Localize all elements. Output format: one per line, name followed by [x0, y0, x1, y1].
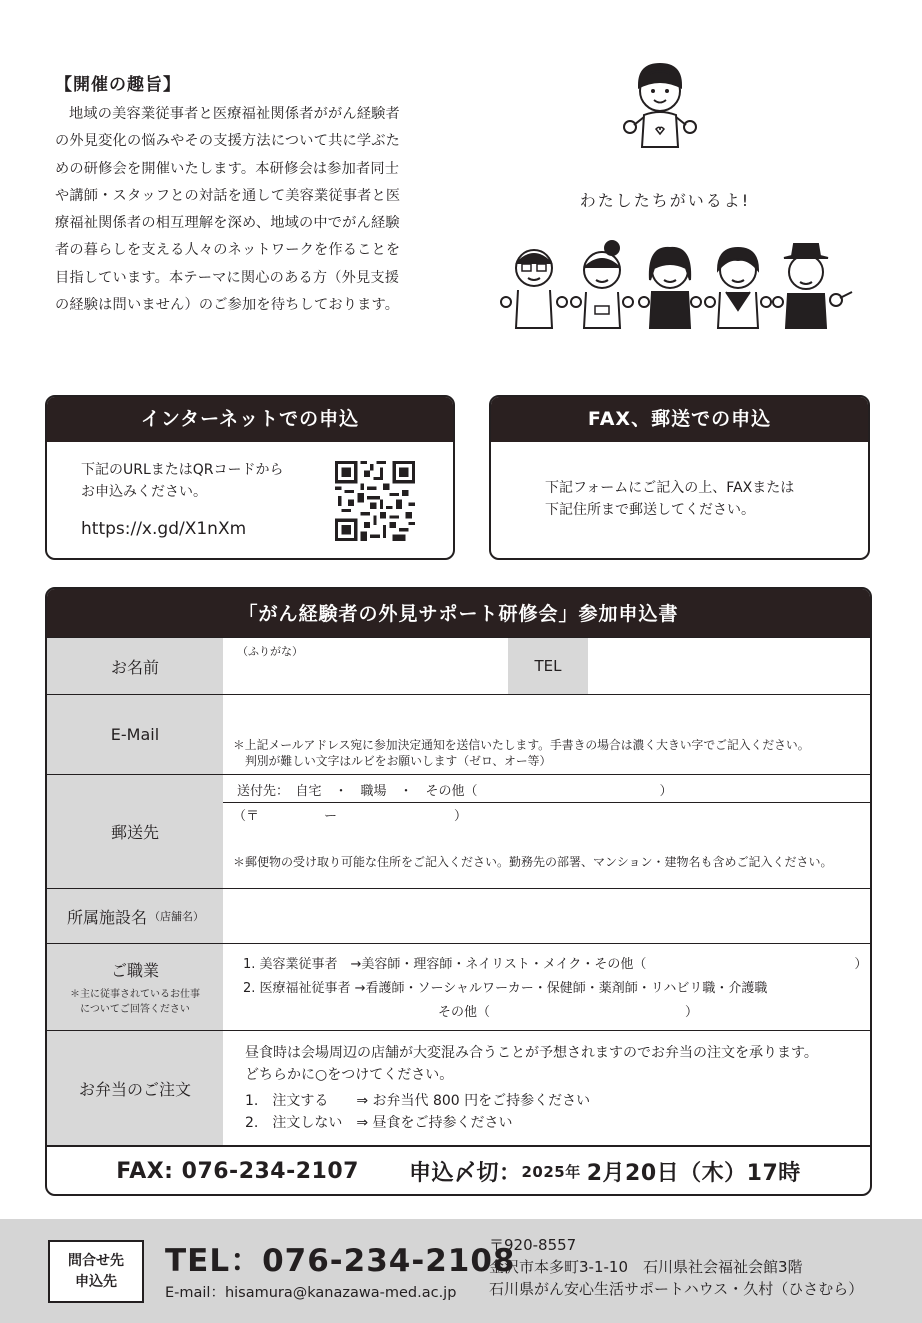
- internet-text-line: お申込みください。: [81, 484, 207, 500]
- bento-instruction: どちらかに○をつけてください。: [245, 1067, 454, 1083]
- internet-apply-title: インターネットでの申込: [47, 397, 453, 442]
- deadline-year: 2025年: [521, 1163, 581, 1181]
- address-line: 〒920-8557: [489, 1236, 577, 1254]
- address-divider: [223, 802, 870, 803]
- tel-label: TEL: [508, 638, 588, 694]
- email-note-line: 判別が難しい文字はルビをお願いします（ゼロ、オー等）: [245, 754, 552, 768]
- bento-options: [245, 1042, 818, 1134]
- qr-code-icon[interactable]: [335, 461, 415, 541]
- facility-label: [47, 889, 223, 943]
- facility-field[interactable]: [223, 889, 870, 943]
- fax-mail-apply-title: FAX、郵送での申込: [491, 397, 868, 442]
- contact-badge-line: 問合せ先: [68, 1252, 124, 1269]
- name-label: お名前: [47, 638, 223, 694]
- bento-option-order[interactable]: 1. 注文する ⇒ お弁当代 800 円をご持参ください: [245, 1093, 591, 1109]
- purpose-line: 地域の美容業従事者と医療福祉関係者ががん経験者: [69, 106, 400, 122]
- purpose-line: の経験は問いません）のご参加を待ちしております。: [55, 297, 400, 314]
- purpose-line: の外見変化の悩みやその支援方法について共に学ぶた: [55, 133, 401, 150]
- internet-text-line: 下記のURLまたはQRコードから: [81, 462, 284, 478]
- purpose-line: や講師・スタッフとの対話を通して美容業従事者と医: [55, 187, 401, 204]
- purpose-section: [55, 70, 450, 319]
- contact-badge: [48, 1240, 144, 1303]
- fax-mail-apply-text: [545, 477, 794, 521]
- email-field[interactable]: [223, 695, 870, 735]
- form-row-name: [47, 637, 870, 694]
- occupation-option-other[interactable]: その他（ ）: [243, 1005, 699, 1020]
- illustration-caption: わたしたちがいるよ!: [579, 191, 751, 210]
- deadline-date: 2月20日（木）17時: [586, 1161, 801, 1186]
- tel-field[interactable]: [588, 638, 870, 694]
- facility-label-text: 所属施設名: [67, 907, 148, 927]
- occupation-options: [243, 953, 867, 1025]
- bento-label: お弁当のご注文: [47, 1031, 223, 1145]
- internet-apply-text: [81, 459, 284, 503]
- address-line: 石川県がん安心生活サポートハウス・久村（ひさむら）: [489, 1280, 864, 1298]
- form-row-occupation: [47, 943, 870, 1030]
- deadline-text: [47, 1147, 870, 1196]
- apply-url-link[interactable]: https://x.gd/X1nXm: [81, 519, 247, 539]
- purpose-line: 療福祉関係者の相互理解を深め、地域の中でがん経験: [55, 215, 400, 232]
- contact-email[interactable]: E-mail：hisamura@kanazawa-med.ac.jp: [165, 1285, 457, 1301]
- group-illustration: [498, 240, 858, 332]
- form-row-facility: [47, 888, 870, 943]
- purpose-line: めの研修会を開催いたします。本研修会は参加者同士: [55, 160, 400, 177]
- form-row-email: [47, 694, 870, 774]
- name-field[interactable]: [223, 638, 508, 694]
- occupation-note-line: ＊主に従事されているお仕事: [70, 988, 200, 1000]
- purpose-line: 者の暮らしを支える人々のネットワークを作ることを: [55, 242, 401, 259]
- occupation-label-cell: [47, 944, 223, 1030]
- fax-mail-apply-box: [489, 395, 870, 560]
- purpose-body: [55, 101, 450, 319]
- furigana-label: （ふりがな）: [237, 645, 303, 658]
- email-note-line: ＊上記メールアドレス宛に参加決定通知を送信いたします。手書きの場合は濃く大きい字でご記入ください。: [233, 738, 810, 752]
- deadline-fax-number: FAX: 076-234-2107: [116, 1159, 359, 1184]
- bento-option-no-order[interactable]: 2. 注文しない ⇒ 昼食をご持参ください: [245, 1115, 513, 1131]
- fax-text-line: 下記住所まで郵送してください。: [545, 502, 755, 518]
- fax-text-line: 下記フォームにご記入の上、FAXまたは: [545, 480, 795, 496]
- occupation-option-medical[interactable]: 2. 医療福祉従事者 →看護師・ソーシャルワーカー・保健師・薬剤師・リハビリ職・介護職: [243, 981, 768, 996]
- postal-code-field[interactable]: （〒 ー ）: [233, 809, 468, 824]
- address-label: 郵送先: [47, 775, 223, 888]
- address-note: ＊郵便物の受け取り可能な住所をご記入ください。勤務先の部署、マンション・建物名も含めご記入ください。: [233, 855, 833, 869]
- form-title: 「がん経験者の外見サポート研修会」参加申込書: [47, 589, 870, 637]
- purpose-line: 目指しています。本テーマに関心のある方（外見支援: [55, 269, 400, 286]
- form-row-deadline: [47, 1145, 870, 1196]
- contact-phone[interactable]: TEL：076-234-2108: [165, 1243, 516, 1279]
- email-label: E-Mail: [47, 695, 223, 774]
- contact-footer: [0, 1219, 922, 1323]
- occupation-label: ご職業: [110, 960, 159, 980]
- email-note: [233, 737, 810, 769]
- occupation-option-beauty[interactable]: 1. 美容業従事者 →美容師・理容師・ネイリスト・メイク・その他（ ）: [243, 957, 868, 972]
- application-form: [45, 587, 872, 1196]
- delivery-destination-options[interactable]: 送付先： 自宅 ・ 職場 ・ その他（ ）: [237, 784, 673, 799]
- deadline-label: 申込〆切：: [408, 1161, 522, 1186]
- form-row-address: [47, 774, 870, 888]
- purpose-heading: 【開催の趣旨】: [55, 75, 181, 95]
- occupation-note: [70, 987, 200, 1017]
- facility-label-sub: （店舗名）: [149, 910, 205, 923]
- contact-badge-line: 申込先: [75, 1273, 117, 1290]
- contact-address: [489, 1234, 863, 1300]
- internet-apply-box: [45, 395, 455, 560]
- bento-description: 昼食時は会場周辺の店舗が大変混み合うことが予想されますのでお弁当の注文を承ります。: [245, 1045, 818, 1061]
- address-line: 金沢市本多町3-1-10 石川県社会福祉会館3階: [489, 1258, 803, 1276]
- form-row-bento: [47, 1030, 870, 1145]
- occupation-note-line: についてご回答ください: [80, 1003, 190, 1015]
- character-illustration: [620, 55, 700, 155]
